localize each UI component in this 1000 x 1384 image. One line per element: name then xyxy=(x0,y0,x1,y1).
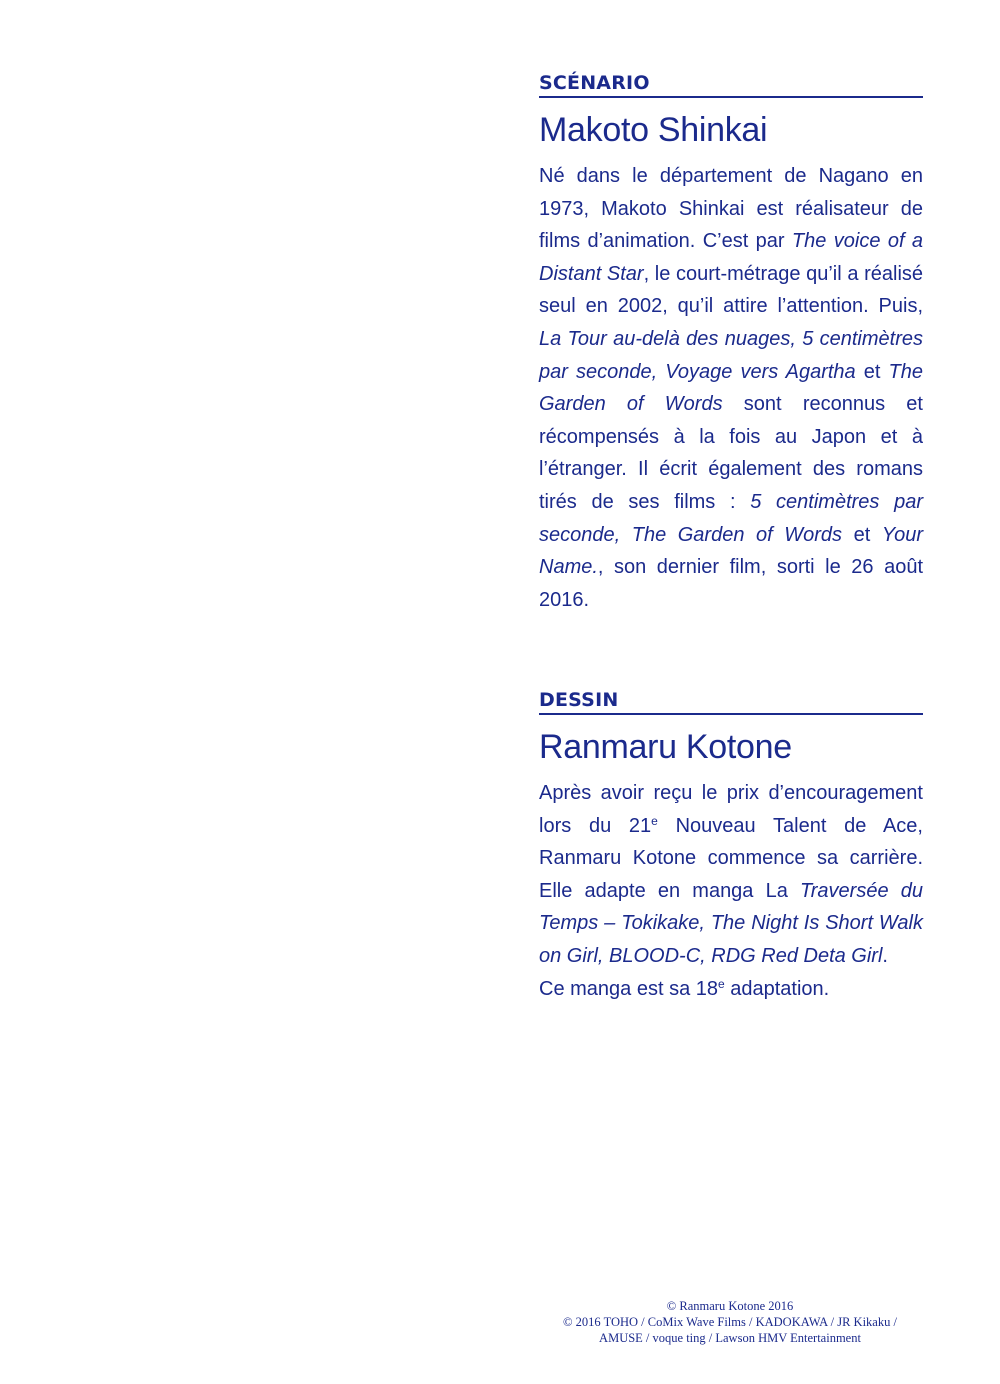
bio-text: Ce manga est sa 18 xyxy=(539,977,718,1000)
bio-text: . xyxy=(882,944,888,967)
copyright-line: © 2016 TOHO / CoMix Wave Films / KADOKAWA / JR Kikaku / xyxy=(563,1315,897,1329)
author-bio-scenario xyxy=(539,160,923,616)
copyright-line: AMUSE / voque ting / Lawson HMV Entertainment xyxy=(599,1331,861,1345)
author-name-scenario: Makoto Shinkai xyxy=(539,111,768,149)
bio-title-italic: La Tour au-delà des nuages, 5 centimètres par seconde, Voyage vers Agartha xyxy=(539,327,923,383)
section-scenario xyxy=(539,72,923,616)
bio-title-italic: Your Name. xyxy=(539,523,923,579)
bio-superscript: e xyxy=(651,813,658,828)
bio-title-italic: Traversée du Temps – Tokikake, The Night Is Short Walk on Girl, BLOOD-C, RDG Red Deta Girl xyxy=(539,879,923,967)
section-label-dessin: DESSIN xyxy=(539,689,923,715)
bio-text: et xyxy=(842,523,882,546)
bio-text: et xyxy=(855,360,889,383)
copyright-line: © Ranmaru Kotone 2016 xyxy=(666,1299,794,1313)
bio-text: Nouveau Talent de Ace, Ranmaru Kotone commence sa carrière. Elle adapte en manga La xyxy=(539,814,923,902)
bio-title-italic: The Garden of Words xyxy=(539,360,924,416)
bio-title-italic: 5 centimètres par seconde, The Garden of Words xyxy=(539,490,923,546)
bio-superscript: e xyxy=(718,976,725,991)
bio-text: , son dernier film, sorti le 26 août 2016. xyxy=(539,556,923,611)
bio-text: Après avoir reçu le prix d’encouragement lors du 21 xyxy=(539,782,923,837)
bio-text: Né dans le département de Nagano en 1973, Makoto Shinkai est réalisateur de films d’animation. C’est par xyxy=(539,165,923,253)
bio-text: sont reconnus et récompensés à la fois au Japon et à l’étranger. Il écrit également des romans tirés de ses films : xyxy=(539,393,923,513)
bio-text: adaptation. xyxy=(724,977,830,1000)
author-name-dessin: Ranmaru Kotone xyxy=(539,728,792,766)
bio-title-italic: The voice of a Distant Star xyxy=(539,230,923,285)
section-dessin xyxy=(539,689,923,1005)
bio-text: , le court-métrage qu’il a réalisé seul en 2002, qu’il attire l’attention. Puis, xyxy=(539,262,924,318)
author-bio-dessin xyxy=(539,777,923,1005)
section-label-scenario: SCÉNARIO xyxy=(539,72,923,98)
copyright-notice xyxy=(520,1298,940,1346)
